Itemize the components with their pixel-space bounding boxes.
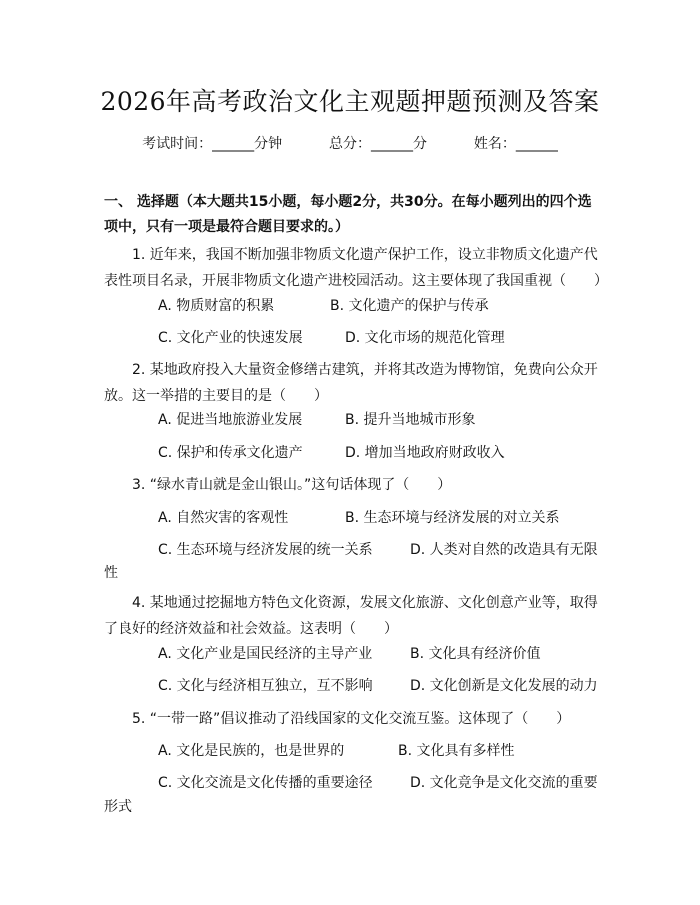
question-3-option-b: B. 生态环境与经济发展的对立关系 — [345, 510, 560, 526]
question-3-option-d: D. 人类对自然的改造具有无限 — [410, 542, 598, 558]
question-2-option-b: B. 提升当地城市形象 — [345, 412, 476, 428]
question-3-option-d-wrap: 性 — [104, 565, 118, 581]
question-1-option-d: D. 文化市场的规范化管理 — [345, 330, 505, 346]
question-1-option-a: A. 物质财富的积累 — [158, 298, 275, 314]
question-5-option-a: A. 文化是民族的，也是世界的 — [158, 743, 345, 759]
total-score-field: 总分：______分 — [329, 136, 427, 152]
question-3-option-c: C. 生态环境与经济发展的统一关系 — [158, 542, 373, 558]
question-2-stem: 2. 某地政府投入大量资金修缮古建筑，并将其改造为博物馆，免费向公众开放。这一举措的主要目的是（ ） — [104, 362, 598, 404]
question-4-option-b: B. 文化具有经济价值 — [410, 646, 541, 662]
question-5-option-d: D. 文化竞争是文化交流的重要 — [410, 775, 598, 791]
name-field: 姓名：______ — [473, 136, 558, 152]
page-title: 2026年高考政治文化主观题押题预测及答案 — [100, 87, 600, 116]
exam-time-field: 考试时间：______分钟 — [142, 136, 283, 152]
question-3-stem: 3. “绿水青山就是金山银山。”这句话体现了（ ） — [132, 477, 452, 493]
question-1-option-c: C. 文化产业的快速发展 — [158, 330, 303, 346]
question-5-stem: 5. “一带一路”倡议推动了沿线国家的文化交流互鉴。这体现了（ ） — [132, 711, 571, 727]
question-2-option-a: A. 促进当地旅游业发展 — [158, 412, 303, 428]
question-2-option-d: D. 增加当地政府财政收入 — [345, 445, 505, 461]
question-4-option-a: A. 文化产业是国民经济的主导产业 — [158, 646, 373, 662]
question-1-option-b: B. 文化遗产的保护与传承 — [330, 298, 489, 314]
question-2-option-c: C. 保护和传承文化遗产 — [158, 445, 303, 461]
section-heading: 一、 选择题（本大题共15小题，每小题2分，共30分。在每小题列出的四个选项中，只有一项是最符合题目要求的。） — [104, 194, 592, 235]
question-5-option-b: B. 文化具有多样性 — [398, 743, 515, 759]
question-4-option-c: C. 文化与经济相互独立，互不影响 — [158, 678, 373, 694]
question-4-option-d: D. 文化创新是文化发展的动力 — [410, 678, 598, 694]
question-5-option-c: C. 文化交流是文化传播的重要途径 — [158, 775, 373, 791]
exam-meta — [0, 133, 700, 153]
question-4-stem: 4. 某地通过挖掘地方特色文化资源，发展文化旅游、文化创意产业等，取得了良好的经济效益和社会效益。这表明（ ） — [104, 595, 598, 637]
question-5-option-d-wrap: 形式 — [104, 799, 132, 815]
question-3-option-a: A. 自然灾害的客观性 — [158, 510, 289, 526]
question-1-stem: 1. 近年来，我国不断加强非物质文化遗产保护工作，设立非物质文化遗产代表性项目名录，开展非物质文化遗产进校园活动。这主要体现了我国重视（ ） — [104, 247, 608, 289]
